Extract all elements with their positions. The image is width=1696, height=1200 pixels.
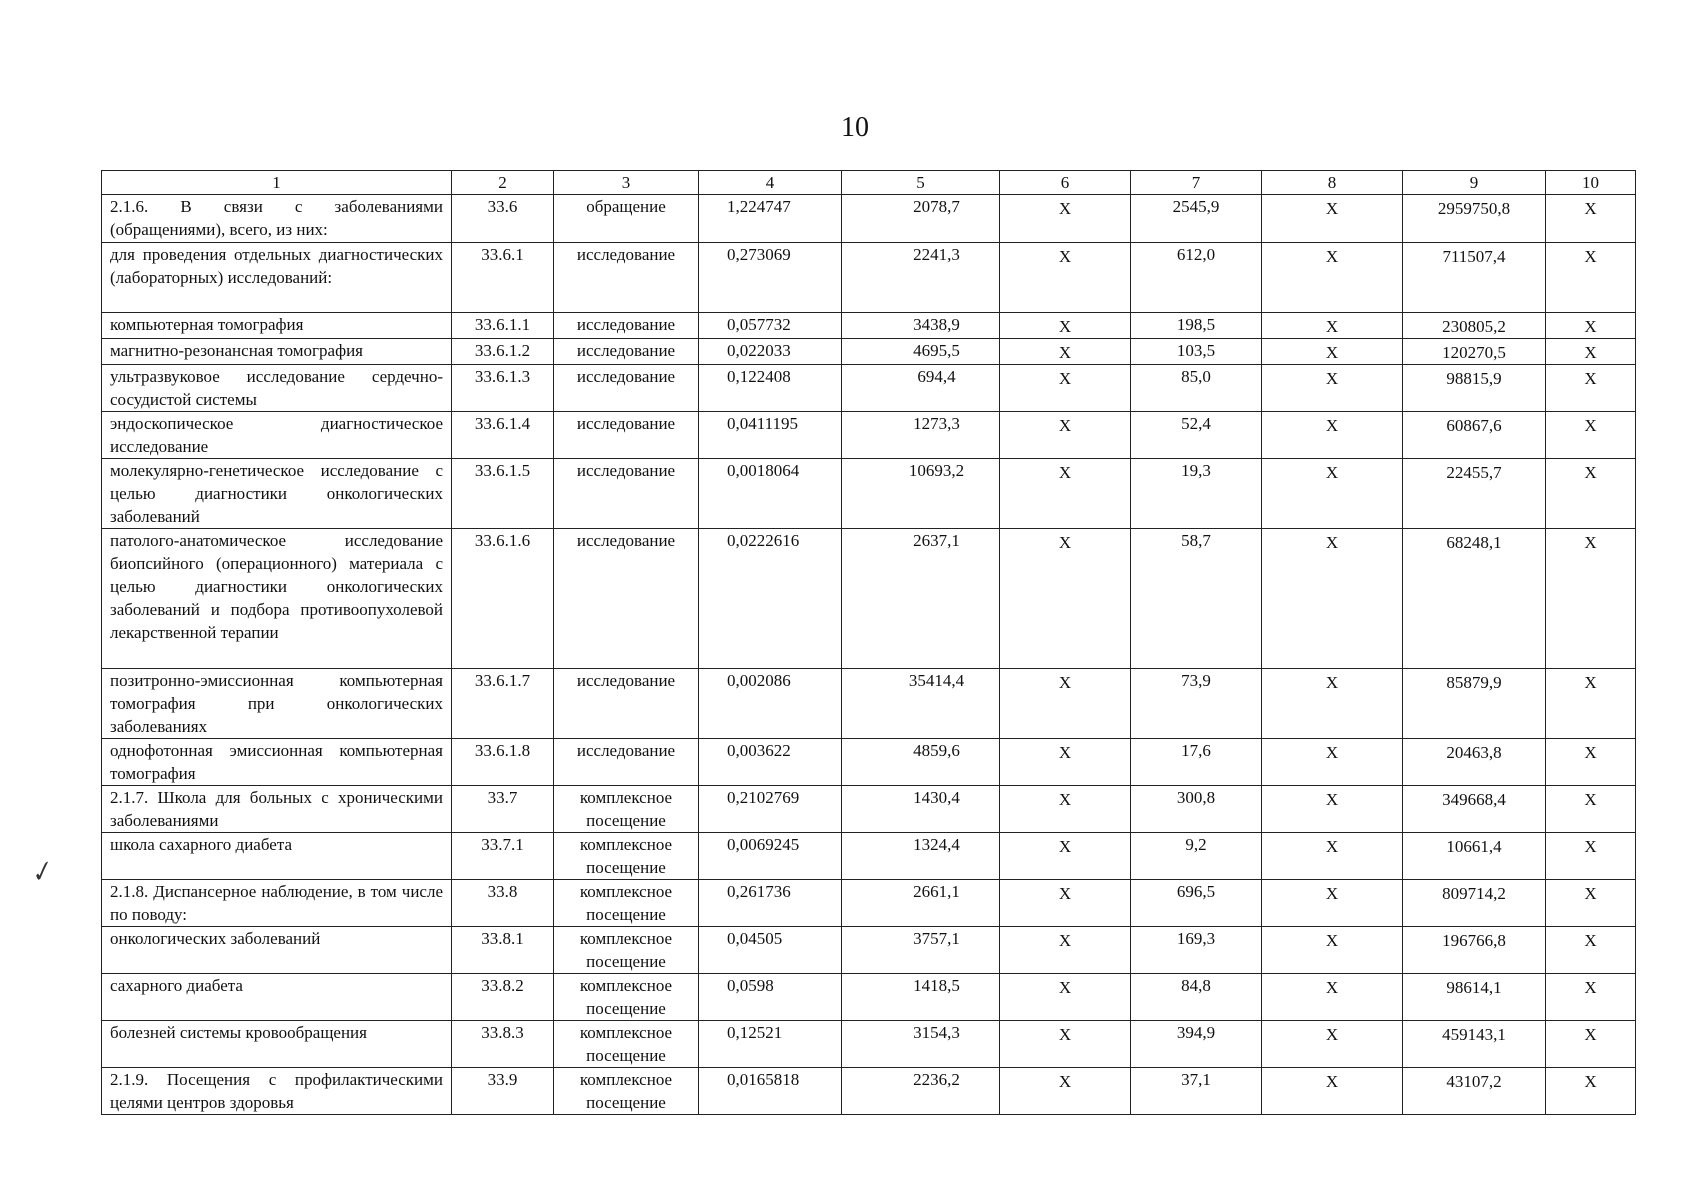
cell-col6: X [1000,927,1131,974]
cell-col7: 37,1 [1131,1068,1262,1115]
cell-col6: X [1000,529,1131,669]
row-code: 33.8.3 [452,1021,554,1068]
cell-col4: 0,04505 [699,927,842,974]
cell-col5: 35414,4 [842,669,1000,739]
cell-col9: 196766,8 [1403,927,1546,974]
cell-col5: 2661,1 [842,880,1000,927]
cell-col10: X [1546,880,1636,927]
cell-col10: X [1546,927,1636,974]
table-row [102,833,1636,880]
row-name: позитронно-эмиссионная компьютерная томография при онкологических заболеваниях [102,669,452,739]
row-code: 33.6.1 [452,243,554,313]
row-name: однофотонная эмиссионная компьютерная томография [102,739,452,786]
cell-col7: 198,5 [1131,313,1262,339]
cell-col8: X [1262,243,1403,313]
cell-col6: X [1000,243,1131,313]
row-unit: комплексное посещение [554,1021,699,1068]
cell-col4: 0,122408 [699,365,842,412]
cell-col9: 60867,6 [1403,412,1546,459]
row-name: 2.1.8. Диспансерное наблюдение, в том числе по поводу: [102,880,452,927]
cell-col7: 696,5 [1131,880,1262,927]
cell-col7: 58,7 [1131,529,1262,669]
row-code: 33.6.1.7 [452,669,554,739]
row-code: 33.6.1.1 [452,313,554,339]
cell-col5: 2078,7 [842,195,1000,243]
cell-col8: X [1262,880,1403,927]
cell-col5: 3154,3 [842,1021,1000,1068]
cell-col10: X [1546,412,1636,459]
row-code: 33.6.1.5 [452,459,554,529]
table-row [102,880,1636,927]
row-code: 33.6.1.2 [452,339,554,365]
cell-col8: X [1262,1068,1403,1115]
row-name: компьютерная томография [102,313,452,339]
cell-col7: 394,9 [1131,1021,1262,1068]
cell-col10: X [1546,833,1636,880]
cell-col5: 1273,3 [842,412,1000,459]
cell-col6: X [1000,339,1131,365]
column-header: 2 [452,171,554,195]
data-table [101,170,1636,1115]
row-code: 33.6 [452,195,554,243]
cell-col4: 0,0069245 [699,833,842,880]
table-row [102,1021,1636,1068]
cell-col6: X [1000,195,1131,243]
row-name: болезней системы кровообращения [102,1021,452,1068]
row-code: 33.6.1.6 [452,529,554,669]
cell-col9: 120270,5 [1403,339,1546,365]
row-code: 33.7 [452,786,554,833]
cell-col9: 10661,4 [1403,833,1546,880]
cell-col8: X [1262,459,1403,529]
table-row [102,243,1636,313]
row-unit: обращение [554,195,699,243]
cell-col9: 459143,1 [1403,1021,1546,1068]
cell-col9: 98815,9 [1403,365,1546,412]
handwritten-margin-mark: ✓ [25,855,56,890]
row-unit: исследование [554,459,699,529]
cell-col5: 10693,2 [842,459,1000,529]
row-code: 33.6.1.3 [452,365,554,412]
cell-col5: 1324,4 [842,833,1000,880]
cell-col7: 612,0 [1131,243,1262,313]
cell-col6: X [1000,739,1131,786]
cell-col9: 349668,4 [1403,786,1546,833]
row-name: магнитно-резонансная томография [102,339,452,365]
cell-col4: 0,0018064 [699,459,842,529]
cell-col6: X [1000,786,1131,833]
cell-col7: 9,2 [1131,833,1262,880]
cell-col8: X [1262,974,1403,1021]
cell-col5: 2637,1 [842,529,1000,669]
cell-col10: X [1546,313,1636,339]
cell-col5: 2241,3 [842,243,1000,313]
row-name: 2.1.7. Школа для больных с хроническими заболеваниями [102,786,452,833]
cell-col8: X [1262,1021,1403,1068]
cell-col5: 3438,9 [842,313,1000,339]
cell-col4: 0,12521 [699,1021,842,1068]
column-header: 6 [1000,171,1131,195]
column-header: 10 [1546,171,1636,195]
cell-col6: X [1000,365,1131,412]
cell-col6: X [1000,313,1131,339]
table-row [102,786,1636,833]
row-name: онкологических заболеваний [102,927,452,974]
cell-col10: X [1546,786,1636,833]
cell-col4: 0,0598 [699,974,842,1021]
cell-col8: X [1262,786,1403,833]
cell-col7: 103,5 [1131,339,1262,365]
cell-col4: 0,057732 [699,313,842,339]
row-code: 33.9 [452,1068,554,1115]
cell-col10: X [1546,739,1636,786]
column-header: 1 [102,171,452,195]
cell-col4: 0,003622 [699,739,842,786]
column-header: 4 [699,171,842,195]
cell-col6: X [1000,1021,1131,1068]
cell-col4: 0,0165818 [699,1068,842,1115]
cell-col5: 1418,5 [842,974,1000,1021]
cell-col10: X [1546,195,1636,243]
row-name: ультразвуковое исследование сердечно-сосудистой системы [102,365,452,412]
cell-col6: X [1000,833,1131,880]
cell-col4: 1,224747 [699,195,842,243]
cell-col10: X [1546,243,1636,313]
cell-col5: 694,4 [842,365,1000,412]
cell-col8: X [1262,195,1403,243]
cell-col4: 0,2102769 [699,786,842,833]
cell-col7: 2545,9 [1131,195,1262,243]
row-unit: комплексное посещение [554,833,699,880]
cell-col6: X [1000,669,1131,739]
cell-col9: 230805,2 [1403,313,1546,339]
row-unit: комплексное посещение [554,1068,699,1115]
cell-col9: 711507,4 [1403,243,1546,313]
cell-col10: X [1546,669,1636,739]
cell-col5: 4859,6 [842,739,1000,786]
cell-col6: X [1000,459,1131,529]
cell-col7: 19,3 [1131,459,1262,529]
cell-col7: 300,8 [1131,786,1262,833]
row-name: для проведения отдельных диагностических (лабораторных) исследований: [102,243,452,313]
row-unit: исследование [554,313,699,339]
cell-col9: 85879,9 [1403,669,1546,739]
row-name: эндоскопическое диагностическое исследование [102,412,452,459]
cell-col7: 17,6 [1131,739,1262,786]
row-name: сахарного диабета [102,974,452,1021]
cell-col5: 1430,4 [842,786,1000,833]
table-row [102,669,1636,739]
column-header: 7 [1131,171,1262,195]
row-code: 33.8 [452,880,554,927]
cell-col7: 73,9 [1131,669,1262,739]
table-body [102,195,1636,1115]
row-unit: исследование [554,243,699,313]
row-name: 2.1.9. Посещения с профилактическими целями центров здоровья [102,1068,452,1115]
cell-col4: 0,0222616 [699,529,842,669]
row-unit: комплексное посещение [554,786,699,833]
cell-col8: X [1262,669,1403,739]
cell-col5: 3757,1 [842,927,1000,974]
cell-col4: 0,022033 [699,339,842,365]
row-unit: исследование [554,529,699,669]
cell-col8: X [1262,833,1403,880]
row-unit: исследование [554,412,699,459]
row-unit: комплексное посещение [554,927,699,974]
table-row [102,459,1636,529]
cell-col8: X [1262,339,1403,365]
cell-col7: 169,3 [1131,927,1262,974]
cell-col8: X [1262,529,1403,669]
row-code: 33.6.1.8 [452,739,554,786]
cell-col9: 20463,8 [1403,739,1546,786]
cell-col6: X [1000,1068,1131,1115]
cell-col6: X [1000,880,1131,927]
table-row [102,1068,1636,1115]
cell-col10: X [1546,365,1636,412]
row-name: 2.1.6. В связи с заболеваниями (обращениями), всего, из них: [102,195,452,243]
cell-col10: X [1546,339,1636,365]
row-name: молекулярно-генетическое исследование с целью диагностики онкологических заболеваний [102,459,452,529]
cell-col10: X [1546,529,1636,669]
row-code: 33.8.2 [452,974,554,1021]
row-unit: комплексное посещение [554,974,699,1021]
cell-col6: X [1000,412,1131,459]
row-name: школа сахарного диабета [102,833,452,880]
cell-col10: X [1546,1021,1636,1068]
table-row [102,195,1636,243]
table-row [102,927,1636,974]
table-row [102,365,1636,412]
table-row [102,739,1636,786]
page-number: 10 [841,112,869,143]
cell-col4: 0,002086 [699,669,842,739]
cell-col7: 84,8 [1131,974,1262,1021]
table-row [102,974,1636,1021]
column-header: 9 [1403,171,1546,195]
cell-col9: 43107,2 [1403,1068,1546,1115]
cell-col8: X [1262,412,1403,459]
cell-col9: 22455,7 [1403,459,1546,529]
cell-col8: X [1262,739,1403,786]
row-code: 33.6.1.4 [452,412,554,459]
table-row [102,313,1636,339]
cell-col9: 2959750,8 [1403,195,1546,243]
cell-col10: X [1546,974,1636,1021]
cell-col8: X [1262,313,1403,339]
cell-col4: 0,0411195 [699,412,842,459]
cell-col4: 0,273069 [699,243,842,313]
row-unit: исследование [554,339,699,365]
column-header: 3 [554,171,699,195]
cell-col10: X [1546,459,1636,529]
cell-col10: X [1546,1068,1636,1115]
cell-col9: 68248,1 [1403,529,1546,669]
cell-col8: X [1262,927,1403,974]
cell-col9: 809714,2 [1403,880,1546,927]
cell-col7: 52,4 [1131,412,1262,459]
table-row [102,412,1636,459]
row-unit: комплексное посещение [554,880,699,927]
row-code: 33.8.1 [452,927,554,974]
row-unit: исследование [554,365,699,412]
cell-col7: 85,0 [1131,365,1262,412]
row-unit: исследование [554,739,699,786]
table-row [102,529,1636,669]
row-name: патолого-анатомическое исследование биопсийного (операционного) материала с целью диагностики онкологических заболеваний и подбора противоопухолевой лекарственной терапии [102,529,452,669]
cell-col4: 0,261736 [699,880,842,927]
cell-col6: X [1000,974,1131,1021]
row-code: 33.7.1 [452,833,554,880]
cell-col9: 98614,1 [1403,974,1546,1021]
cell-col5: 4695,5 [842,339,1000,365]
cell-col5: 2236,2 [842,1068,1000,1115]
cell-col8: X [1262,365,1403,412]
column-header: 5 [842,171,1000,195]
table-row [102,339,1636,365]
row-unit: исследование [554,669,699,739]
column-header: 8 [1262,171,1403,195]
header-row [102,171,1636,195]
